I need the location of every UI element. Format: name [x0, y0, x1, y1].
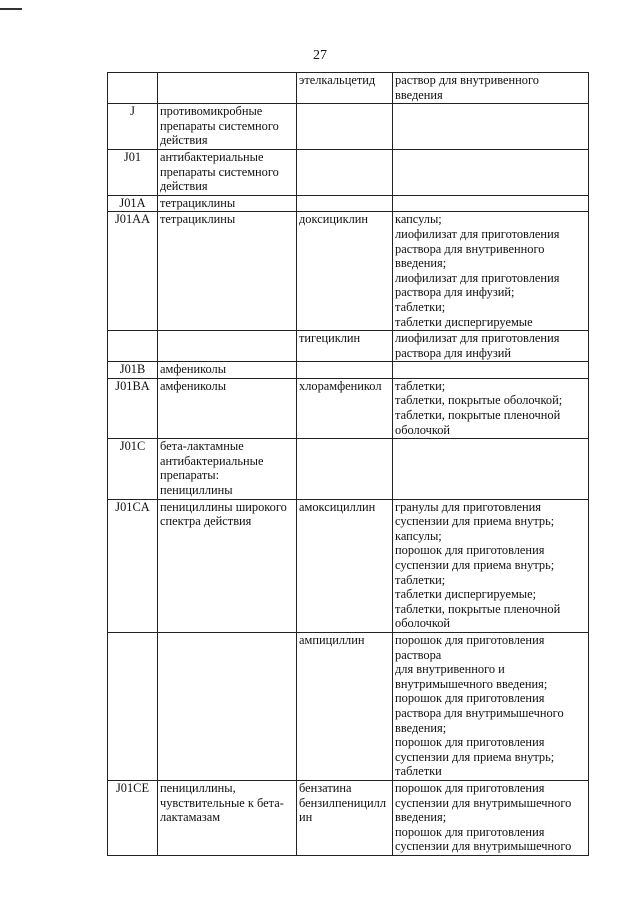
drug-name-cell	[297, 331, 393, 362]
cell-text-line: тетрациклины	[160, 212, 236, 227]
atc-code-cell	[108, 104, 158, 150]
cell-text-line: бензилпеницилл	[299, 795, 387, 810]
table-row	[108, 149, 589, 195]
atc-code-cell	[108, 439, 158, 499]
cell-text-line: J01CE	[115, 780, 150, 795]
cell-text-line: введения;	[395, 720, 447, 735]
cell-text-line: хлорамфеникол	[299, 378, 382, 393]
drug-name-cell	[297, 104, 393, 150]
cell-text-line: оболочкой	[395, 616, 451, 631]
dosage-form-cell	[393, 331, 589, 362]
cell-text-line: порошок для приготовления	[395, 824, 545, 839]
cell-text-line: таблетки	[395, 764, 442, 779]
cell-text-line: лиофилизат для приготовления	[395, 270, 560, 285]
group-name-cell	[158, 632, 297, 780]
atc-code-cell	[108, 149, 158, 195]
drug-classification-table	[107, 72, 589, 856]
group-name-cell	[158, 362, 297, 379]
cell-text-line: чувствительные к бета-	[160, 795, 284, 810]
group-name-cell	[158, 73, 297, 104]
group-name-cell	[158, 331, 297, 362]
cell-text-line: ампициллин	[299, 632, 365, 647]
cell-text-line: раствора для инфузий;	[395, 285, 515, 300]
group-name-cell	[158, 149, 297, 195]
drug-name-cell	[297, 195, 393, 212]
cell-text-line: J	[130, 104, 135, 119]
cell-text-line: капсулы;	[395, 528, 442, 543]
cell-text-line: J01C	[119, 439, 146, 454]
atc-code-cell	[108, 331, 158, 362]
cell-text-line: пенициллины,	[160, 780, 236, 795]
drug-name-cell	[297, 499, 393, 632]
cell-text-line: пенициллины широкого	[160, 499, 287, 514]
drug-name-cell	[297, 632, 393, 780]
table-row	[108, 499, 589, 632]
table-row	[108, 780, 589, 855]
cell-text-line: пенициллины	[160, 483, 233, 498]
dosage-form-cell	[393, 499, 589, 632]
cell-text-line: суспензии для внутримышечного	[395, 839, 572, 854]
cell-text-line: суспензии для приема внутрь;	[395, 558, 555, 572]
cell-text-line: лиофилизат для приготовления	[395, 331, 560, 346]
group-name-cell	[158, 212, 297, 331]
cell-text-line: J01AA	[114, 212, 151, 227]
cell-text-line: бензатина	[299, 780, 352, 795]
cell-text-line: таблетки, покрытые оболочкой;	[395, 393, 563, 408]
cell-text-line: амоксициллин	[299, 499, 376, 514]
cell-text-line: введения;	[395, 810, 447, 825]
drug-name-cell	[297, 73, 393, 104]
drug-name-cell	[297, 378, 393, 438]
atc-code-cell	[108, 499, 158, 632]
cell-text-line: препараты системного	[160, 118, 279, 133]
cell-text-line: таблетки, покрытые пленочной	[395, 408, 561, 423]
cell-text-line: действия	[160, 179, 208, 194]
table-row	[108, 331, 589, 362]
group-name-cell	[158, 378, 297, 438]
dosage-form-cell	[393, 149, 589, 195]
table-row	[108, 212, 589, 331]
dosage-form-cell	[393, 632, 589, 780]
cell-text-line: таблетки;	[395, 572, 446, 587]
table-row	[108, 632, 589, 780]
drug-name-cell	[297, 212, 393, 331]
dosage-form-cell	[393, 378, 589, 438]
cell-text-line: таблетки, покрытые пленочной	[395, 601, 561, 616]
cell-text-line: спектра действия	[160, 514, 252, 529]
cell-text-line: лиофилизат для приготовления	[395, 226, 560, 241]
group-name-cell	[158, 499, 297, 632]
group-name-cell	[158, 104, 297, 150]
cell-text-line: порошок для приготовления	[395, 691, 545, 706]
cell-text-line: капсулы;	[395, 212, 442, 227]
cell-text-line: J01CA	[115, 499, 150, 514]
dosage-form-cell	[393, 195, 589, 212]
cell-text-line: гранулы для приготовления	[395, 499, 541, 514]
drug-name-cell	[297, 780, 393, 855]
cell-text-line: раствора для внутримышечного	[395, 705, 564, 720]
group-name-cell	[158, 780, 297, 855]
cell-text-line: препараты:	[160, 468, 220, 483]
cell-text-line: противомикробные	[160, 104, 263, 119]
cell-text-line: суспензии для внутримышечного	[395, 795, 572, 810]
table-row	[108, 439, 589, 499]
atc-code-cell	[108, 632, 158, 780]
atc-code-cell	[108, 362, 158, 379]
cell-text-line: этелкальцетид	[299, 73, 376, 87]
cell-text-line: таблетки диспергируемые	[395, 314, 533, 329]
dosage-form-cell	[393, 104, 589, 150]
cell-text-line: ин	[299, 810, 313, 825]
cell-text-line: порошок для приготовления	[395, 780, 545, 795]
cell-text-line: суспензии для приема внутрь;	[395, 749, 555, 764]
cell-text-line: бета-лактамные	[160, 439, 244, 454]
cell-text-line: J01A	[119, 195, 146, 210]
dosage-form-cell	[393, 439, 589, 499]
drug-name-cell	[297, 149, 393, 195]
atc-code-cell	[108, 378, 158, 438]
cell-text-line: антибактериальные	[160, 453, 264, 468]
cell-text-line: введения	[395, 87, 443, 102]
cell-text-line: раствора	[395, 647, 442, 662]
cell-text-line: амфениколы	[160, 378, 227, 393]
table-row	[108, 362, 589, 379]
cell-text-line: раствора для внутривенного	[395, 241, 545, 256]
table-row	[108, 195, 589, 212]
cell-text-line: J01B	[119, 362, 146, 377]
cell-text-line: амфениколы	[160, 362, 227, 377]
drug-name-cell	[297, 362, 393, 379]
cell-text-line: порошок для приготовления	[395, 543, 545, 558]
dosage-form-cell	[393, 212, 589, 331]
atc-code-cell	[108, 73, 158, 104]
table-row	[108, 378, 589, 438]
page-number: 27	[313, 48, 327, 63]
group-name-cell	[158, 439, 297, 499]
drug-name-cell	[297, 439, 393, 499]
table-row	[108, 104, 589, 150]
cell-text-line: тетрациклины	[160, 195, 236, 210]
cell-text-line: порошок для приготовления	[395, 632, 545, 647]
cell-text-line: таблетки диспергируемые;	[395, 587, 537, 602]
cell-text-line: препараты системного	[160, 164, 279, 179]
table-row	[108, 73, 589, 104]
cell-text-line: тигециклин	[299, 331, 361, 346]
dosage-form-cell	[393, 73, 589, 104]
cell-text-line: суспензии для приема внутрь;	[395, 514, 555, 529]
cell-text-line: внутримышечного введения;	[395, 676, 548, 691]
cell-text-line: оболочкой	[395, 422, 451, 437]
scan-edge-mark	[0, 8, 22, 10]
cell-text-line: раствора для инфузий	[395, 345, 511, 360]
dosage-form-cell	[393, 780, 589, 855]
atc-code-cell	[108, 212, 158, 331]
cell-text-line: введения;	[395, 256, 447, 271]
cell-text-line: J01BA	[115, 378, 150, 393]
cell-text-line: таблетки;	[395, 299, 446, 314]
group-name-cell	[158, 195, 297, 212]
cell-text-line: порошок для приготовления	[395, 735, 545, 750]
cell-text-line: антибактериальные	[160, 149, 264, 164]
atc-code-cell	[108, 780, 158, 855]
cell-text-line: J01	[123, 149, 142, 164]
cell-text-line: раствор для внутривенного	[395, 73, 539, 87]
cell-text-line: доксициклин	[299, 212, 369, 227]
cell-text-line: действия	[160, 133, 208, 148]
cell-text-line: для внутривенного и	[395, 662, 505, 677]
cell-text-line: таблетки;	[395, 378, 446, 393]
cell-text-line: лактамазам	[160, 810, 221, 825]
dosage-form-cell	[393, 362, 589, 379]
atc-code-cell	[108, 195, 158, 212]
